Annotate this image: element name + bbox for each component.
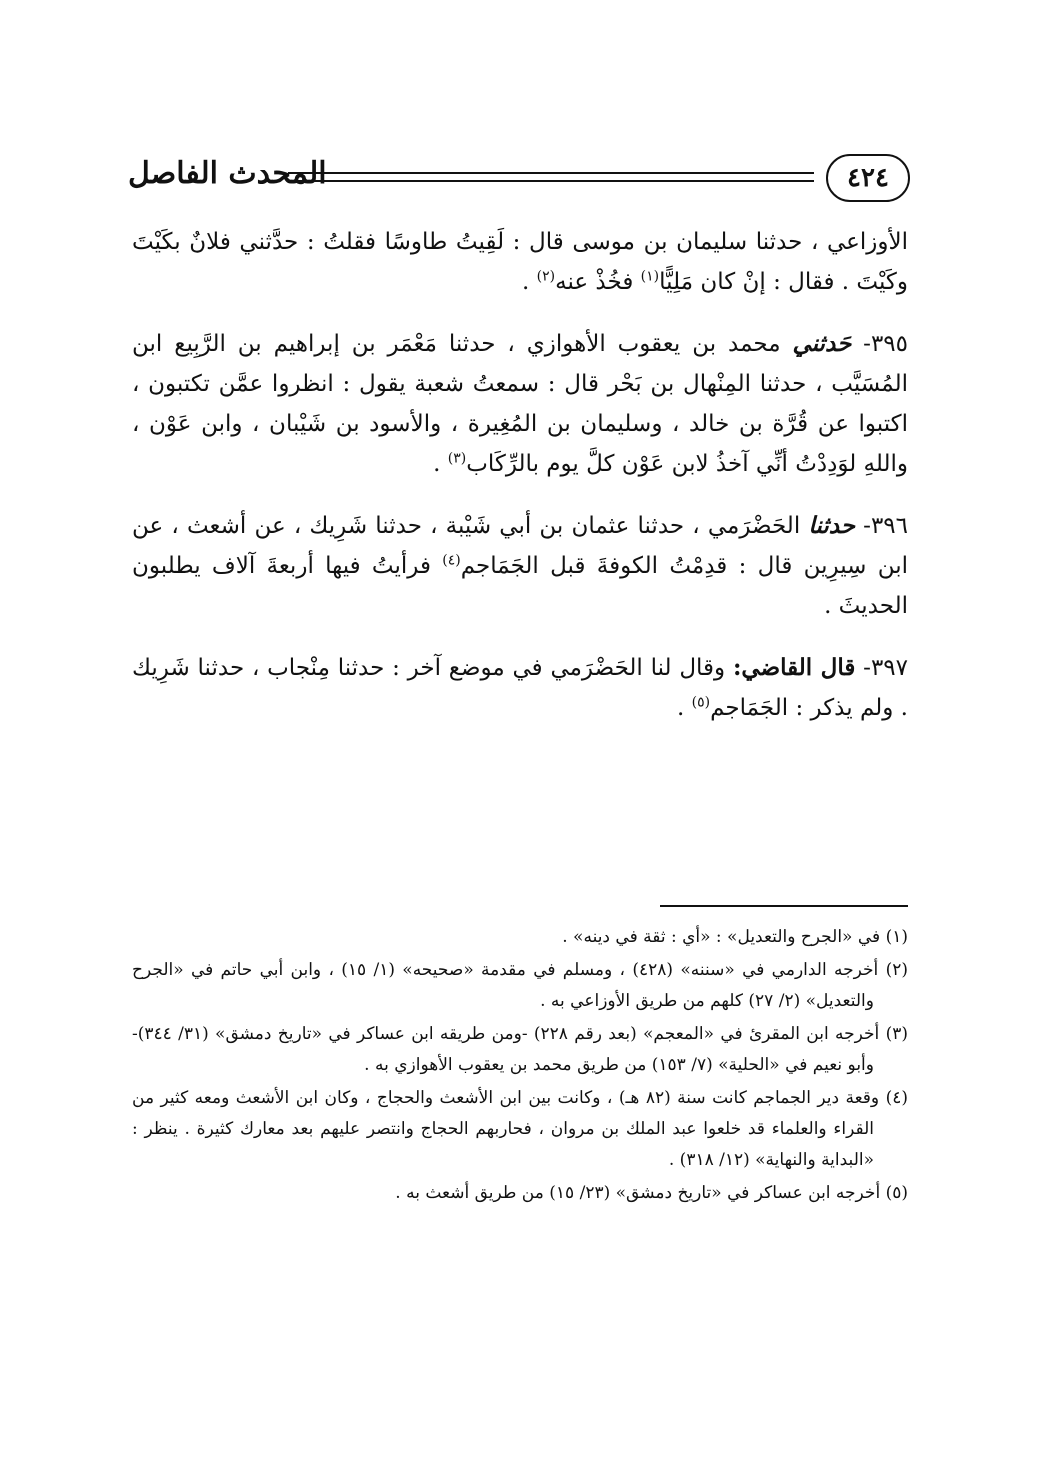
- main-text: [132, 222, 908, 750]
- paragraph-end: .: [522, 269, 537, 295]
- footnote-2: [132, 955, 908, 1017]
- footnote-4: [132, 1083, 908, 1176]
- paragraph-continued: [132, 222, 908, 302]
- hadith-397: [132, 648, 908, 728]
- footnote-text: في «الجرح والتعديل» : «أي : ثقة في دينه» .: [562, 927, 886, 947]
- footnote-marker: (١): [885, 927, 908, 947]
- book-title: المحدث الفاصل: [128, 156, 327, 191]
- hadith-lead: حدثنا: [808, 512, 856, 539]
- footnote-ref-2: (٢): [536, 268, 556, 285]
- page-number: ٤٢٤: [826, 154, 910, 202]
- footnote-text: وقعة دير الجماجم كانت سنة (٨٢ هـ) ، وكانت بين ابن الأشعث والحجاج ، وكان ابن الأشعث ومعه كثير من القراء والعلماء قد خلعوا عبد الملك بن مروان ، فحاربهم الحجاج وانتصر عليهم بعد معارك كثيرة . ينظر : «البداية والنهاية» (١٢/ ٣١٨) .: [132, 1088, 886, 1170]
- footnote-ref-3: (٣): [447, 450, 467, 467]
- footnote-ref-5: (٥): [691, 694, 711, 711]
- footnote-ref-4: (٤): [442, 552, 461, 569]
- footnote-marker: (٢): [885, 960, 908, 980]
- footnote-5: [132, 1178, 908, 1209]
- hadith-number: ٣٩٧-: [863, 655, 909, 681]
- footnote-3: [132, 1019, 908, 1081]
- footnote-separator: [660, 905, 908, 907]
- paragraph-end: .: [433, 451, 448, 477]
- footnote-text: أخرجه ابن المقرئ في «المعجم» (بعد رقم ٢٢٨) -ومن طريقه ابن عساكر في «تاريخ دمشق» (٣١/ ٣٤٤)- وأبو نعيم في «الحلية» (٧/ ١٥٣) من طريق محمد بن يعقوب الأهوازي به .: [132, 1024, 886, 1075]
- footnote-marker: (٤): [885, 1088, 908, 1108]
- hadith-text: الحَضْرَمي ، حدثنا عثمان بن أبي شَيْبة ، حدثنا شَرِيك ، عن أشعث ، عن ابن سِيرِين قال : قدِمْتُ الكوفةَ قبل الجَمَاجم: [132, 513, 908, 579]
- paragraph-text: الأوزاعي ، حدثنا سليمان بن موسى قال : لَقِيتُ طاوسًا فقلتُ : حدَّثني فلانٌ بكَيْتَ وكَيْتَ . فقال : إنْ كان مَلِيًّا: [132, 229, 908, 295]
- footnote-1: [132, 922, 908, 953]
- paragraph-text: فخُذْ عنه: [555, 269, 641, 295]
- header-rule: [288, 172, 814, 182]
- hadith-text: محمد بن يعقوب الأهوازي ، حدثنا مَعْمَر بن إبراهيم بن الرَّبِيع ابن المُسَيَّب ، حدثنا المِنْهال بن بَحْر قال : سمعتُ شعبة يقول : انظروا عمَّن تكتبون ، اكتبوا عن قُرَّة بن خالد ، وسليمان بن المُغِيرة ، والأسود بن شَيْبان ، وابن عَوْن ، واللهِ لوَدِدْتُ أنِّي آخذُ لابن عَوْن كلَّ يوم بالرِّكَاب: [132, 331, 908, 477]
- hadith-text: فرأيتُ فيها أربعةَ آلاف يطلبون الحديثَ .: [132, 553, 908, 619]
- hadith-395: [132, 324, 908, 484]
- hadith-number: ٣٩٥-: [863, 331, 908, 357]
- footnote-text: أخرجه ابن عساكر في «تاريخ دمشق» (٢٣/ ١٥) من طريق أشعث به .: [395, 1183, 886, 1203]
- footnote-marker: (٥): [885, 1183, 908, 1203]
- hadith-lead: حَدثني: [792, 330, 852, 357]
- footnote-text: أخرجه الدارمي في «سننه» (٤٢٨) ، ومسلم في مقدمة «صحيحه» (١/ ١٥) ، وابن أبي حاتم في «الجرح والتعديل» (٢/ ٢٧) كلهم من طريق الأوزاعي به .: [132, 960, 886, 1011]
- footnotes: [132, 922, 908, 1211]
- footnote-ref-1: (١): [640, 268, 660, 285]
- hadith-396: [132, 506, 908, 626]
- hadith-text: وقال لنا الحَضْرَمي في موضع آخر : حدثنا مِنْجاب ، حدثنا شَرِيك . ولم يذكر : الجَمَاجم: [132, 655, 908, 721]
- footnote-marker: (٣): [885, 1024, 908, 1044]
- page-header: [128, 152, 910, 216]
- hadith-number: ٣٩٦-: [863, 513, 909, 539]
- paragraph-end: .: [676, 695, 692, 721]
- hadith-lead: قال القاضي:: [732, 654, 856, 681]
